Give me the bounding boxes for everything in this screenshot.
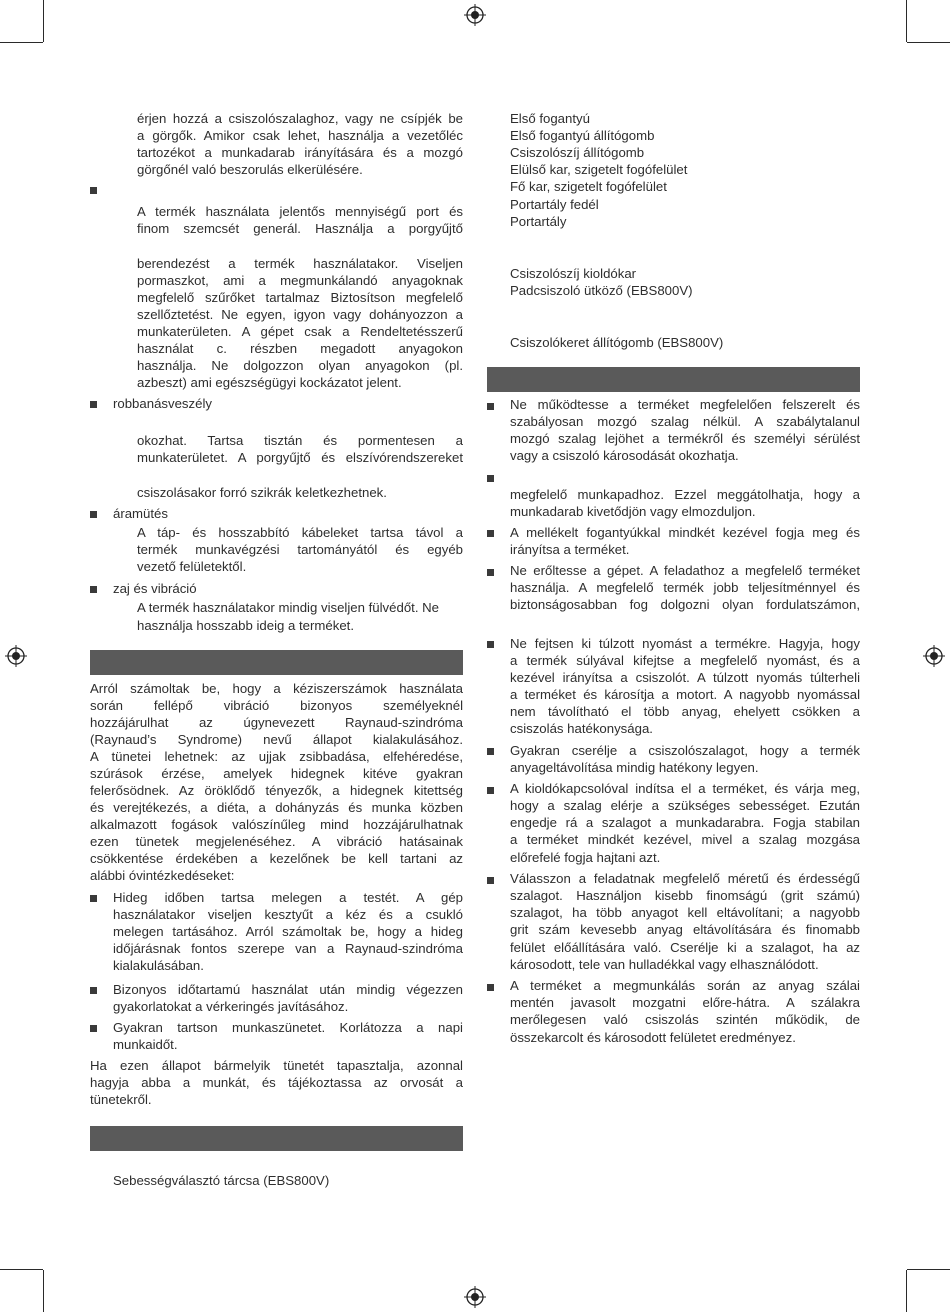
bullet-line: a termék súlyával kifejtse a megfelelő nyomást, és a	[510, 653, 860, 668]
part-item: Csiszolókeret állítógomb (EBS800V)	[510, 335, 724, 350]
paragraph-line: felerősödnek. Az öröklődő tényezők, a hidegnek kitettség	[90, 783, 463, 798]
part-item: Első fogantyú állítógomb	[510, 128, 655, 143]
paragraph-line: pormaszkot, ami a megmunkálandó anyagoknak	[137, 273, 463, 288]
bullet-line: irányítsa a terméket.	[510, 542, 630, 557]
bullet-line: Ne erőltesse a gépet. A feladathoz a megfelelő terméket	[510, 563, 860, 578]
section-header-bar	[90, 1126, 463, 1151]
crop-mark	[906, 1270, 907, 1312]
hazard-heading: zaj és vibráció	[113, 581, 197, 596]
bullet-line: csiszolás hatékonysága.	[510, 721, 653, 736]
bullet-marker	[90, 187, 97, 194]
part-item: Csiszolószíj kioldókar	[510, 266, 637, 281]
hazard-heading: robbanásveszély	[113, 396, 212, 411]
paragraph-line: berendezést a termék használatakor. Viseljen	[137, 256, 463, 271]
bullet-line: A terméket a megmunkálás során az anyag szálai	[510, 978, 860, 993]
bullet-marker	[90, 401, 97, 408]
paragraph-line: A termék használatakor mindig viseljen fülvédőt. Ne	[137, 600, 439, 615]
paragraph-line: munkaterületen. A gépet csak a Rendeltetésszerű	[137, 324, 463, 339]
paragraph-line: munkaterületet. A porgyűjtő és elszívórendszereket	[137, 450, 463, 465]
bullet-line: szalagot, ha több anyagot kell eltávolítani; a nagyobb	[510, 905, 860, 920]
part-item: Első fogantyú	[510, 111, 590, 126]
paragraph-line: érjen hozzá a csiszolószalaghoz, vagy ne csípjék be	[137, 111, 463, 126]
crop-mark	[906, 0, 907, 42]
crop-mark	[0, 42, 43, 43]
part-item: Elülső kar, szigetelt fogófelület	[510, 162, 688, 177]
paragraph-line: A táp- és hosszabbító kábeleket tartsa távol a	[137, 525, 463, 540]
bullet-line: Ne fejtsen ki túlzott nyomást a termékre. Hagyja, hogy	[510, 636, 860, 651]
bullet-marker	[487, 403, 494, 410]
paragraph-line: alábbi óvintézkedéseket:	[90, 868, 235, 883]
paragraph-line: során fellépő vibráció bizonyos személyeknél	[90, 698, 463, 713]
part-item: Padcsiszoló ütköző (EBS800V)	[510, 283, 693, 298]
bullet-line: felület előállítására való. Cserélje ki a szalagot, ha az	[510, 940, 860, 955]
bullet-line: gyakorlatokat a vérkeringés javításához.	[113, 999, 349, 1014]
bullet-marker	[90, 511, 97, 518]
registration-mark-icon	[5, 645, 27, 667]
paragraph-line: termék munkavégzési tartományától és egyéb	[137, 542, 463, 557]
part-item: Portartály	[510, 214, 567, 229]
paragraph-line: Arról számoltak be, hogy a kéziszerszámok használata	[90, 681, 463, 696]
bullet-line: engedje rá a szalagot a munkadarabra. Fogja stabilan	[510, 815, 860, 830]
paragraph-line: csökkentése érdekében a kezelőnek be kell tartani az	[90, 851, 463, 866]
paragraph-line: szúrások érzése, amelyek hidegnek kitéve gyakran	[90, 766, 463, 781]
paragraph-line: finom szemcsét generál. Használja a porgyűjtő	[137, 221, 463, 236]
bullet-line: megfelelő munkapadhoz. Ezzel meggátolhatja, hogy a	[510, 487, 860, 502]
bullet-marker	[90, 987, 97, 994]
paragraph-line: tartozékot a munkadarab irányítására és a mozgó	[137, 145, 463, 160]
bullet-marker	[487, 984, 494, 991]
paragraph-line: okozhat. Tartsa tisztán és pormentesen a	[137, 433, 463, 448]
bullet-line: grit szám kevesebb anyag eltávolítására és finomabb	[510, 922, 860, 937]
paragraph-line: (Raynaud’s Syndrome) nevű állapot kialakulásához.	[90, 732, 463, 747]
bullet-line: előrefelé fogja hajtani azt.	[510, 850, 661, 865]
bullet-line: Gyakran tartson munkaszünetet. Korlátozza a napi	[113, 1020, 463, 1035]
bullet-line: a terméket mindkét kezével, mivel a szalag mozgása	[510, 832, 860, 847]
bullet-line: A kioldókapcsolóval indítsa el a terméket, és várja meg,	[510, 781, 860, 796]
paragraph-line: használat c. részben megadott anyagokon	[137, 341, 463, 356]
paragraph-line: alkalmazott fogások valószínűleg mind hozzájárulhatnak	[90, 817, 463, 832]
paragraph-line: tünetekről.	[90, 1092, 152, 1107]
bullet-marker	[487, 748, 494, 755]
bullet-marker	[90, 586, 97, 593]
paragraph-line: hagyja abba a munkát, és tájékoztassa az orvosát a	[90, 1075, 463, 1090]
bullet-line: időjárásnak fontos szerepe van a Raynaud-szindróma	[113, 941, 463, 956]
bullet-line: munkadarab kivetődjön vagy elmozduljon.	[510, 504, 756, 519]
bullet-marker	[487, 787, 494, 794]
crop-mark	[43, 0, 44, 42]
bullet-line: A mellékelt fogantyúkkal mindkét kezével fogja meg és	[510, 525, 860, 540]
bullet-line: merőlegesen való csiszolás szintén működik, de	[510, 1012, 860, 1027]
paragraph-line: megfelelő szűrőket tartalmaz Biztosítson megfelelő	[137, 290, 463, 305]
bullet-line: hogy a szalag elérje a szükséges sebességet. Ezután	[510, 798, 860, 813]
bullet-line: melegen tartásához. Arról számoltak be, hogy a hideg	[113, 924, 463, 939]
bullet-marker	[90, 895, 97, 902]
bullet-line: munkaidőt.	[113, 1037, 178, 1052]
bullet-line: Ne működtesse a terméket megfelelően felszerelt és	[510, 397, 860, 412]
bullet-line: anyageltávolítása mindig hatékony legyen.	[510, 760, 759, 775]
registration-mark-icon	[464, 4, 486, 26]
paragraph-line: Ha ezen állapot bármelyik tünetét tapasztalja, azonnal	[90, 1058, 463, 1073]
bullet-marker	[487, 475, 494, 482]
bullet-line: nem távolítható el több anyag, ehelyett csökken a	[510, 704, 860, 719]
bullet-line: károsodott, tele van hulladékkal vagy elhasználódott.	[510, 957, 819, 972]
paragraph-line: és verejtékezés, a diéta, a dohányzás és munka közben	[90, 800, 463, 815]
paragraph-line: azbeszt) ami egészségügyi kockázatot jelent.	[137, 375, 402, 390]
paragraph-line: A termék használata jelentős mennyiségű port és	[137, 204, 463, 219]
crop-mark	[43, 1270, 44, 1312]
paragraph-line: ezen tünetek megjelenéséhez. A vibráció hatásainak	[90, 834, 463, 849]
part-item: Fő kar, szigetelt fogófelület	[510, 179, 667, 194]
bullet-marker	[487, 569, 494, 576]
bullet-line: Hideg időben tartsa melegen a testét. A gép	[113, 890, 463, 905]
section-header-bar	[90, 650, 463, 675]
bullet-line: használatakor viseljen kesztyűt a kéz és a csukló	[113, 907, 463, 922]
bullet-marker	[487, 641, 494, 648]
part-item: Portartály fedél	[510, 197, 599, 212]
part-item: Sebességválasztó tárcsa (EBS800V)	[113, 1173, 330, 1188]
bullet-line: biztonságosabban fog dolgozni olyan fordulatszámon,	[510, 597, 860, 612]
hazard-heading: áramütés	[113, 506, 168, 521]
bullet-line: kezével irányítsa a csiszolót. A túlzott nyomás túlterheli	[510, 670, 860, 685]
bullet-line: kialakulásában.	[113, 958, 204, 973]
bullet-line: használja. A megfelelő termék jobb teljesítménnyel és	[510, 580, 860, 595]
paragraph-line: csiszolásakor forró szikrák keletkezhetnek.	[137, 485, 387, 500]
bullet-line: mentén javasolt mozgatni előre-hátra. A szálakra	[510, 995, 860, 1010]
bullet-line: Gyakran cserélje a csiszolószalagot, hogy a termék	[510, 743, 860, 758]
paragraph-line: használja. Ne dolgozzon olyan anyagokon (pl.	[137, 358, 463, 373]
bullet-line: vagy a csiszoló károsodását okozhatja.	[510, 448, 739, 463]
bullet-marker	[487, 530, 494, 537]
paragraph-line: vezető felületektől.	[137, 559, 247, 574]
paragraph-line: hozzájárulhat az úgynevezett Raynaud-szindróma	[90, 715, 463, 730]
bullet-line: Bizonyos időtartamú használat után mindig végezzen	[113, 982, 463, 997]
paragraph-line: használja hosszabb ideig a terméket.	[137, 618, 354, 633]
paragraph-line: görgőnél való beszorulás elkerülésére.	[137, 162, 363, 177]
bullet-line: a terméket és károsítja a motort. A nagyobb nyomással	[510, 687, 860, 702]
crop-mark	[907, 1269, 950, 1270]
section-header-bar	[487, 367, 860, 392]
paragraph-line: a görgők. Amikor csak lehet, használja a vezetőléc	[137, 128, 463, 143]
crop-mark	[0, 1269, 43, 1270]
part-item: Csiszolószíj állítógomb	[510, 145, 645, 160]
paragraph-line: A tünetei lehetnek: az ujjak zsibbadása, elfehéredése,	[90, 749, 463, 764]
bullet-line: szalagot. Használjon kisebb finomságú (grit számú)	[510, 888, 860, 903]
bullet-line: mozgó szalag lejöhet a termékről és személyi sérülést	[510, 431, 860, 446]
crop-mark	[907, 42, 950, 43]
registration-mark-icon	[464, 1286, 486, 1308]
bullet-line: szabályosan mozgó szalag nélkül. A szabálytalanul	[510, 414, 860, 429]
registration-mark-icon	[923, 645, 945, 667]
bullet-marker	[90, 1025, 97, 1032]
bullet-marker	[487, 877, 494, 884]
bullet-line: Válasszon a feladatnak megfelelő méretű és érdességű	[510, 871, 860, 886]
bullet-line: összekarcolt és károsodott felületet eredményez.	[510, 1030, 796, 1045]
paragraph-line: szellőztetést. Ne egyen, igyon vagy dohányozzon a	[137, 307, 463, 322]
